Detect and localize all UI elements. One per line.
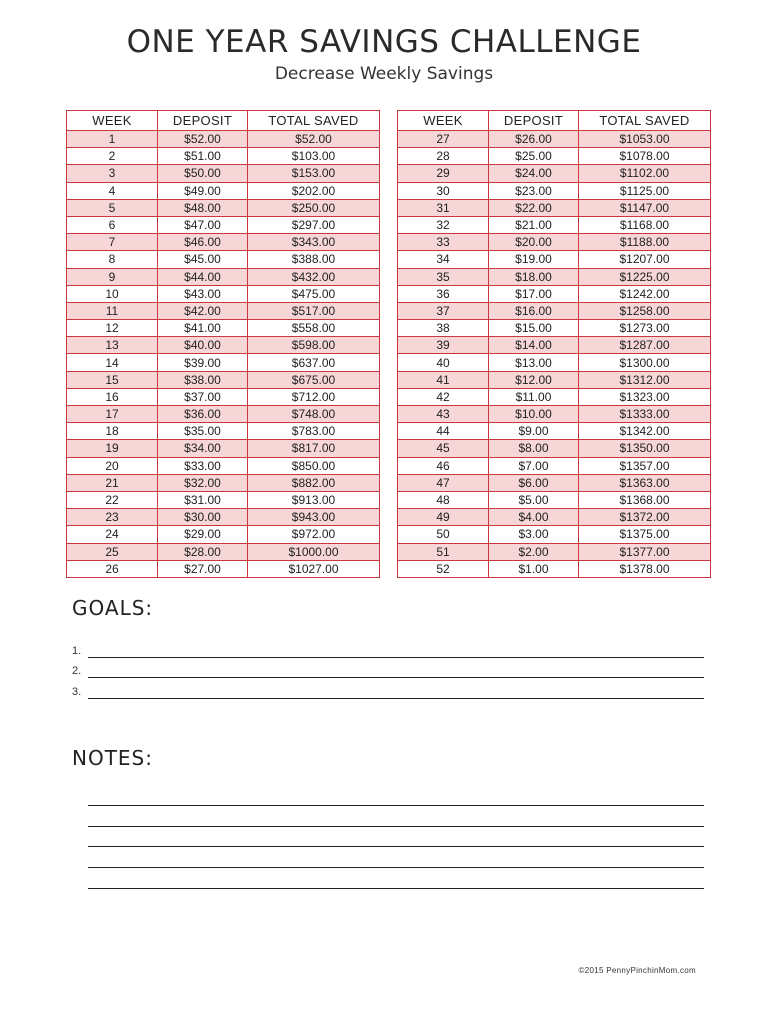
- table-row: [398, 337, 711, 354]
- deposit-cell: $23.00: [489, 182, 579, 199]
- table-row: [398, 148, 711, 165]
- total-saved-cell: $1258.00: [579, 302, 711, 319]
- total-saved-cell: $1147.00: [579, 199, 711, 216]
- deposit-cell: $35.00: [158, 423, 248, 440]
- week-cell: 17: [67, 406, 158, 423]
- table-row: [398, 440, 711, 457]
- total-saved-cell: $1312.00: [579, 371, 711, 388]
- goal-line-rule: [88, 677, 704, 678]
- deposit-cell: $43.00: [158, 285, 248, 302]
- table-row: [398, 491, 711, 508]
- table-row: [398, 560, 711, 577]
- deposit-cell: $25.00: [489, 148, 579, 165]
- week-cell: 20: [67, 457, 158, 474]
- table-row: [67, 234, 380, 251]
- deposit-cell: $39.00: [158, 354, 248, 371]
- goal-line-3[interactable]: [72, 681, 704, 699]
- week-cell: 39: [398, 337, 489, 354]
- deposit-cell: $8.00: [489, 440, 579, 457]
- table-row: [398, 406, 711, 423]
- table-row: [67, 371, 380, 388]
- deposit-cell: $14.00: [489, 337, 579, 354]
- total-saved-cell: $1207.00: [579, 251, 711, 268]
- savings-table-weeks-1-26: [66, 110, 380, 578]
- table-row: [67, 491, 380, 508]
- table-row: [67, 165, 380, 182]
- week-cell: 13: [67, 337, 158, 354]
- total-saved-cell: $103.00: [248, 148, 380, 165]
- table-row: [67, 320, 380, 337]
- table-row: [67, 337, 380, 354]
- week-cell: 23: [67, 509, 158, 526]
- table-row: [67, 388, 380, 405]
- total-saved-cell: $712.00: [248, 388, 380, 405]
- total-saved-cell: $1323.00: [579, 388, 711, 405]
- goal-number: 3.: [72, 686, 82, 698]
- total-saved-cell: $598.00: [248, 337, 380, 354]
- table-row: [398, 216, 711, 233]
- table-row: [67, 354, 380, 371]
- deposit-cell: $3.00: [489, 526, 579, 543]
- deposit-cell: $28.00: [158, 543, 248, 560]
- deposit-cell: $29.00: [158, 526, 248, 543]
- deposit-cell: $5.00: [489, 491, 579, 508]
- week-cell: 24: [67, 526, 158, 543]
- deposit-cell: $47.00: [158, 216, 248, 233]
- deposit-cell: $50.00: [158, 165, 248, 182]
- total-saved-cell: $1168.00: [579, 216, 711, 233]
- total-saved-cell: $1378.00: [579, 560, 711, 577]
- table-row: [67, 285, 380, 302]
- week-cell: 32: [398, 216, 489, 233]
- deposit-cell: $41.00: [158, 320, 248, 337]
- total-saved-cell: $1372.00: [579, 509, 711, 526]
- table-row: [67, 131, 380, 148]
- total-saved-cell: $1027.00: [248, 560, 380, 577]
- week-cell: 50: [398, 526, 489, 543]
- week-cell: 15: [67, 371, 158, 388]
- goal-number: 2.: [72, 665, 82, 677]
- week-cell: 35: [398, 268, 489, 285]
- table-row: [67, 423, 380, 440]
- table-row: [67, 560, 380, 577]
- deposit-cell: $12.00: [489, 371, 579, 388]
- table-row: [67, 268, 380, 285]
- deposit-cell: $9.00: [489, 423, 579, 440]
- deposit-cell: $42.00: [158, 302, 248, 319]
- week-cell: 29: [398, 165, 489, 182]
- total-saved-cell: $1333.00: [579, 406, 711, 423]
- deposit-cell: $48.00: [158, 199, 248, 216]
- deposit-cell: $26.00: [489, 131, 579, 148]
- deposit-cell: $6.00: [489, 474, 579, 491]
- table-row: [398, 354, 711, 371]
- deposit-cell: $17.00: [489, 285, 579, 302]
- deposit-cell: $21.00: [489, 216, 579, 233]
- deposit-cell: $16.00: [489, 302, 579, 319]
- total-saved-cell: $943.00: [248, 509, 380, 526]
- total-saved-cell: $1125.00: [579, 182, 711, 199]
- total-saved-cell: $202.00: [248, 182, 380, 199]
- notes-line-1[interactable]: [88, 805, 704, 806]
- deposit-cell: $27.00: [158, 560, 248, 577]
- deposit-cell: $38.00: [158, 371, 248, 388]
- week-cell: 34: [398, 251, 489, 268]
- deposit-cell: $20.00: [489, 234, 579, 251]
- header-deposit: DEPOSIT: [158, 111, 248, 131]
- week-cell: 19: [67, 440, 158, 457]
- week-cell: 48: [398, 491, 489, 508]
- total-saved-cell: $1357.00: [579, 457, 711, 474]
- table-row: [398, 457, 711, 474]
- total-saved-cell: $637.00: [248, 354, 380, 371]
- total-saved-cell: $972.00: [248, 526, 380, 543]
- total-saved-cell: $475.00: [248, 285, 380, 302]
- copyright-footer: ©2015 PennyPinchinMom.com: [578, 966, 696, 975]
- week-cell: 4: [67, 182, 158, 199]
- table-row: [67, 526, 380, 543]
- total-saved-cell: $388.00: [248, 251, 380, 268]
- goal-number: 1.: [72, 645, 82, 657]
- week-cell: 27: [398, 131, 489, 148]
- week-cell: 26: [67, 560, 158, 577]
- week-cell: 18: [67, 423, 158, 440]
- week-cell: 44: [398, 423, 489, 440]
- deposit-cell: $13.00: [489, 354, 579, 371]
- notes-line-2[interactable]: [88, 826, 704, 827]
- table-row: [67, 474, 380, 491]
- goal-line-rule: [88, 657, 704, 658]
- total-saved-cell: $1053.00: [579, 131, 711, 148]
- deposit-cell: $2.00: [489, 543, 579, 560]
- table-row: [398, 509, 711, 526]
- goals-title: GOALS:: [72, 596, 154, 620]
- total-saved-cell: $1377.00: [579, 543, 711, 560]
- deposit-cell: $49.00: [158, 182, 248, 199]
- total-saved-cell: $343.00: [248, 234, 380, 251]
- week-cell: 5: [67, 199, 158, 216]
- table-row: [67, 302, 380, 319]
- deposit-cell: $19.00: [489, 251, 579, 268]
- total-saved-cell: $1225.00: [579, 268, 711, 285]
- page-title: ONE YEAR SAVINGS CHALLENGE: [126, 24, 642, 60]
- week-cell: 42: [398, 388, 489, 405]
- week-cell: 21: [67, 474, 158, 491]
- total-saved-cell: $1350.00: [579, 440, 711, 457]
- total-saved-cell: $1242.00: [579, 285, 711, 302]
- table-row: [398, 302, 711, 319]
- header-deposit: DEPOSIT: [489, 111, 579, 131]
- table-row: [67, 440, 380, 457]
- week-cell: 1: [67, 131, 158, 148]
- table-header-row: [67, 111, 380, 131]
- total-saved-cell: $817.00: [248, 440, 380, 457]
- deposit-cell: $11.00: [489, 388, 579, 405]
- week-cell: 6: [67, 216, 158, 233]
- total-saved-cell: $1188.00: [579, 234, 711, 251]
- total-saved-cell: $517.00: [248, 302, 380, 319]
- total-saved-cell: $297.00: [248, 216, 380, 233]
- table-row: [67, 251, 380, 268]
- week-cell: 7: [67, 234, 158, 251]
- total-saved-cell: $850.00: [248, 457, 380, 474]
- deposit-cell: $32.00: [158, 474, 248, 491]
- table-header-row: [398, 111, 711, 131]
- deposit-cell: $51.00: [158, 148, 248, 165]
- table-row: [398, 320, 711, 337]
- week-cell: 14: [67, 354, 158, 371]
- table-row: [398, 165, 711, 182]
- week-cell: 9: [67, 268, 158, 285]
- table-row: [398, 388, 711, 405]
- table-row: [398, 526, 711, 543]
- total-saved-cell: $783.00: [248, 423, 380, 440]
- table-row: [398, 251, 711, 268]
- week-cell: 30: [398, 182, 489, 199]
- header-week: WEEK: [67, 111, 158, 131]
- total-saved-cell: $1368.00: [579, 491, 711, 508]
- total-saved-cell: $1287.00: [579, 337, 711, 354]
- deposit-cell: $33.00: [158, 457, 248, 474]
- week-cell: 52: [398, 560, 489, 577]
- header-total-saved: TOTAL SAVED: [579, 111, 711, 131]
- week-cell: 36: [398, 285, 489, 302]
- savings-table-weeks-27-52: [397, 110, 711, 578]
- table-row: [67, 182, 380, 199]
- week-cell: 33: [398, 234, 489, 251]
- total-saved-cell: $1300.00: [579, 354, 711, 371]
- week-cell: 16: [67, 388, 158, 405]
- week-cell: 51: [398, 543, 489, 560]
- week-cell: 40: [398, 354, 489, 371]
- deposit-cell: $24.00: [489, 165, 579, 182]
- deposit-cell: $37.00: [158, 388, 248, 405]
- week-cell: 45: [398, 440, 489, 457]
- total-saved-cell: $1363.00: [579, 474, 711, 491]
- notes-line-4[interactable]: [88, 867, 704, 868]
- week-cell: 28: [398, 148, 489, 165]
- header-week: WEEK: [398, 111, 489, 131]
- table-row: [67, 148, 380, 165]
- total-saved-cell: $675.00: [248, 371, 380, 388]
- table-row: [398, 182, 711, 199]
- week-cell: 37: [398, 302, 489, 319]
- table-row: [398, 285, 711, 302]
- table-row: [398, 371, 711, 388]
- deposit-cell: $10.00: [489, 406, 579, 423]
- deposit-cell: $4.00: [489, 509, 579, 526]
- total-saved-cell: $1000.00: [248, 543, 380, 560]
- week-cell: 22: [67, 491, 158, 508]
- deposit-cell: $15.00: [489, 320, 579, 337]
- notes-title: NOTES:: [72, 746, 153, 770]
- total-saved-cell: $1342.00: [579, 423, 711, 440]
- total-saved-cell: $1102.00: [579, 165, 711, 182]
- week-cell: 46: [398, 457, 489, 474]
- week-cell: 38: [398, 320, 489, 337]
- table-row: [67, 509, 380, 526]
- total-saved-cell: $250.00: [248, 199, 380, 216]
- table-row: [67, 406, 380, 423]
- table-row: [398, 131, 711, 148]
- total-saved-cell: $1078.00: [579, 148, 711, 165]
- total-saved-cell: $153.00: [248, 165, 380, 182]
- deposit-cell: $30.00: [158, 509, 248, 526]
- week-cell: 3: [67, 165, 158, 182]
- deposit-cell: $22.00: [489, 199, 579, 216]
- deposit-cell: $18.00: [489, 268, 579, 285]
- week-cell: 10: [67, 285, 158, 302]
- week-cell: 12: [67, 320, 158, 337]
- table-row: [398, 474, 711, 491]
- deposit-cell: $45.00: [158, 251, 248, 268]
- week-cell: 25: [67, 543, 158, 560]
- total-saved-cell: $1273.00: [579, 320, 711, 337]
- week-cell: 47: [398, 474, 489, 491]
- week-cell: 2: [67, 148, 158, 165]
- deposit-cell: $46.00: [158, 234, 248, 251]
- deposit-cell: $52.00: [158, 131, 248, 148]
- week-cell: 49: [398, 509, 489, 526]
- total-saved-cell: $558.00: [248, 320, 380, 337]
- total-saved-cell: $748.00: [248, 406, 380, 423]
- deposit-cell: $31.00: [158, 491, 248, 508]
- goal-line-1[interactable]: [72, 640, 704, 658]
- total-saved-cell: $432.00: [248, 268, 380, 285]
- total-saved-cell: $1375.00: [579, 526, 711, 543]
- table-row: [67, 199, 380, 216]
- deposit-cell: $7.00: [489, 457, 579, 474]
- table-row: [398, 268, 711, 285]
- week-cell: 11: [67, 302, 158, 319]
- header-total-saved: TOTAL SAVED: [248, 111, 380, 131]
- total-saved-cell: $52.00: [248, 131, 380, 148]
- notes-line-3[interactable]: [88, 846, 704, 847]
- notes-line-5[interactable]: [88, 888, 704, 889]
- table-row: [398, 543, 711, 560]
- page-subtitle: Decrease Weekly Savings: [274, 64, 494, 84]
- table-row: [67, 543, 380, 560]
- table-row: [398, 423, 711, 440]
- week-cell: 8: [67, 251, 158, 268]
- week-cell: 41: [398, 371, 489, 388]
- goal-line-rule: [88, 698, 704, 699]
- week-cell: 31: [398, 199, 489, 216]
- table-row: [67, 457, 380, 474]
- goal-line-2[interactable]: [72, 660, 704, 678]
- table-row: [67, 216, 380, 233]
- total-saved-cell: $882.00: [248, 474, 380, 491]
- week-cell: 43: [398, 406, 489, 423]
- table-row: [398, 199, 711, 216]
- table-row: [398, 234, 711, 251]
- deposit-cell: $1.00: [489, 560, 579, 577]
- deposit-cell: $44.00: [158, 268, 248, 285]
- total-saved-cell: $913.00: [248, 491, 380, 508]
- deposit-cell: $34.00: [158, 440, 248, 457]
- deposit-cell: $40.00: [158, 337, 248, 354]
- deposit-cell: $36.00: [158, 406, 248, 423]
